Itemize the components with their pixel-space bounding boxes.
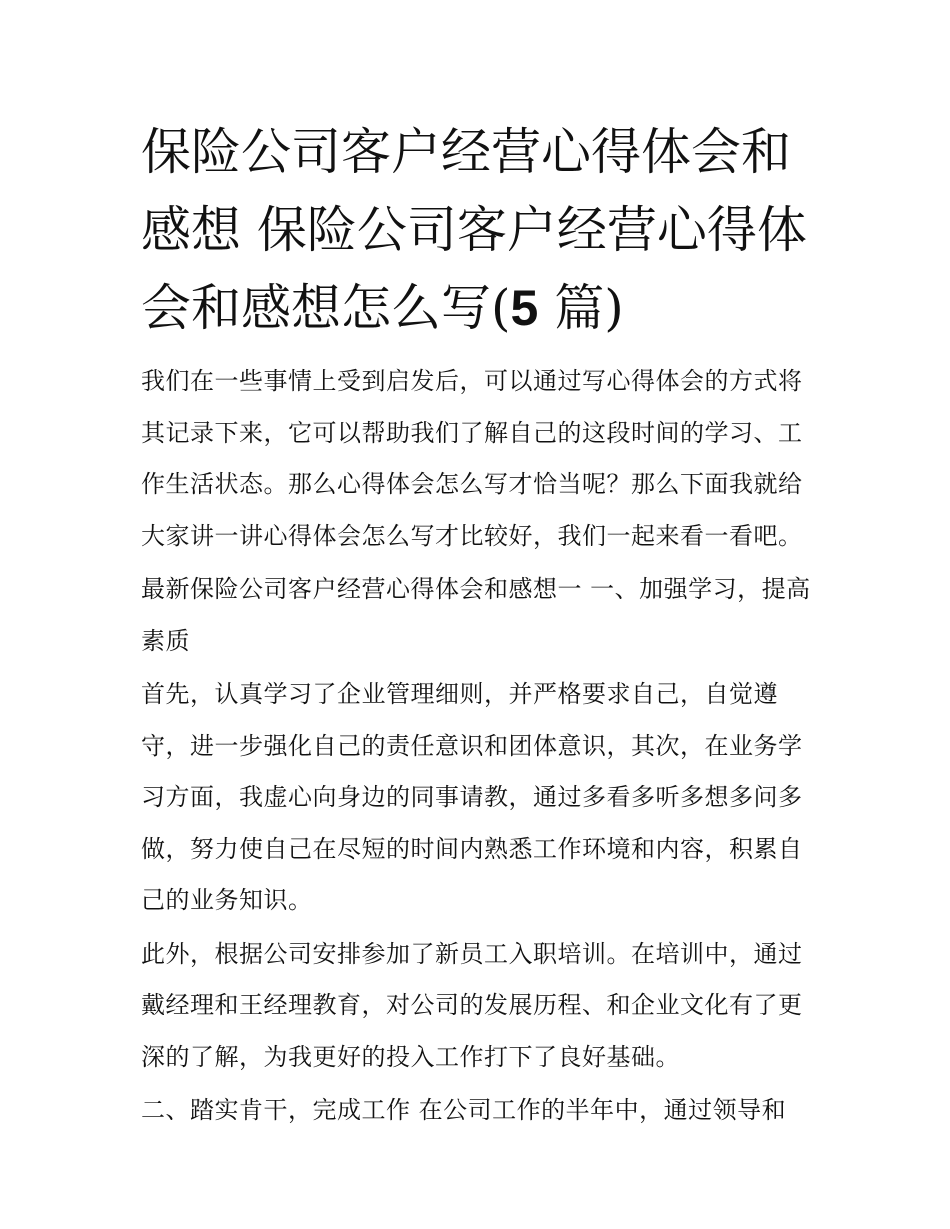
document-body	[141, 356, 821, 1139]
title-text-part1: 保险公司客户经营心得体会和感想 保险公司客户经营心得体会和感想怎么写(	[141, 123, 807, 337]
document-title	[141, 113, 821, 347]
paragraph-intro: 我们在一些事情上受到启发后，可以通过写心得体会的方式将其记录下来，它可以帮助我们了解自己的这段时间的学习、工作生活状态。那么心得体会怎么写才恰当呢？那么下面我就给大家讲一讲心得体会怎么写才比较好，我们一起来看一看吧。	[141, 367, 803, 550]
title-count-number: 5	[510, 280, 539, 336]
paragraph-section-one-heading: 最新保险公司客户经营心得体会和感想一 一、加强学习，提高素质	[141, 575, 811, 655]
title-text-part2: 篇)	[538, 279, 624, 337]
paragraph-training: 此外，根据公司安排参加了新员工入职培训。在培训中，通过戴经理和王经理教育，对公司的发展历程、和企业文化有了更深的了解，为我更好的投入工作打下了良好基础。	[141, 939, 803, 1071]
paragraph-study: 首先，认真学习了企业管理细则，并严格要求自己，自觉遵守，进一步强化自己的责任意识和团体意识，其次，在业务学习方面，我虚心向身边的同事请教，通过多看多听多想多问多做，努力使自己在尽短的时间内熟悉工作环境和内容，积累自己的业务知识。	[141, 680, 803, 914]
paragraph-section-two: 二、踏实肯干，完成工作 在公司工作的半年中，通过领导和	[141, 1096, 787, 1124]
